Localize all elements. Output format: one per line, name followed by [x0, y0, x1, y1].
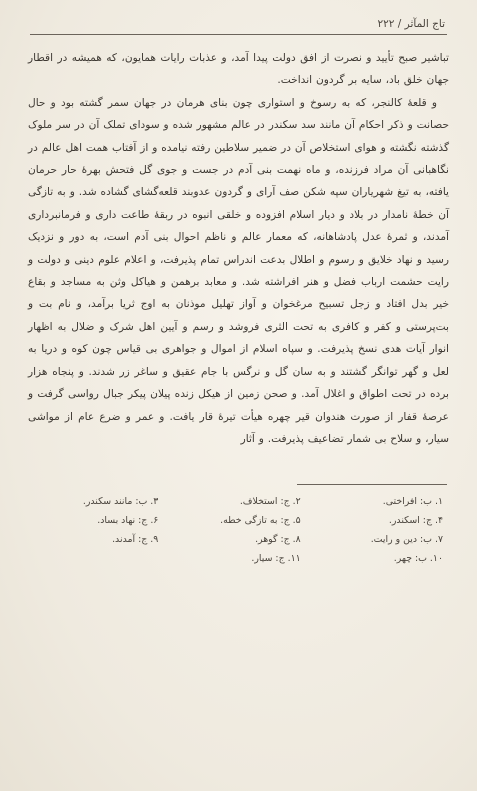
body-text: [28, 47, 449, 450]
footnote: ۸. ج: گوهر.: [255, 534, 301, 546]
footnote: ۵. ج: به تازگی خطه.: [220, 515, 301, 527]
paragraph: تباشیر صبح تأیید و نصرت از افق دولت پیدا آمد، و عذبات رایات همایون، که همیشه در اقطار جهان خلق باد، سایه بر گردون انداخت.: [28, 52, 449, 87]
footnote: ۱. ب: افراختی.: [382, 496, 443, 508]
footnote-rule: [297, 484, 447, 485]
running-head: [28, 18, 449, 34]
footnote: ۳. ب: مانند سکندر.: [82, 496, 159, 508]
footnote: ۴. ج: اسکندر.: [388, 515, 443, 527]
footnote: ۲. ج: استخلاف.: [239, 496, 301, 508]
footnote: ۶. ج: نهاد بساد.: [97, 515, 159, 527]
paragraph: و قلعهٔ کالنجر، که به رسوخ و استواری چون بنای هرمان در جهان سمر گشته بود و حال حصانت و ذکر احکام آن مانند سد سکندر در عالم مشهور شده و سودای تملک آن در سر ملوک گذشته نگشته و هوای استخلاص آن در ضمیر سلاطین رفته نیامده و از آفتاب همت اهل عالم در نگاهبانی آن مراد فرزنده، و ماه نهمت بنی آدم در جست و جوی گل فتحش بهرهٔ حار حرمان یافته، به تیغ شهریاران سپه شکن صف آرای و گردون عدوبند قلعه‌گشای گشاده شد. و به تازگی آن خطهٔ نامدار در بلاد و دیار اسلام افزوده و خلقی انبوه در ربقهٔ طاعت داری و فرمانبرداری آمدند، و ثمرهٔ عدل پادشاهانه، که معمار عالم و ناظم احوال بنی آدم است، به دور و نزدیک رسید و نهاد خلایق و رسوم و اطلال بدعت اندراس تمام پذیرفت، و اعلام علوم دینی و دولت و رایت حشمت ارباب فضل و هنر افراشته شد. و معابد برهمن و هیاکل وثن به مساجد و بقاع خیر بدل افتاد و زجل تسبیح مرغخوان و آواز تهلیل موذنان به اوج ثریا برآمد، و نام بت و بت‌پرستی و کفر و کافری به تحت الثری فروشد و رسم و آیین اهل شرک و ضلال به اظهار انوار آیات هدی نسخ پذیرفت. و سپاه اسلام از اموال و جواهری بی قیاس چون کوه و دریا به لعل و گهر توانگر گشتند و به سان گل و نرگس با جام عقیق و ساغر زر شدند. و پنجاه هزار برده در تحت اطواق و اغلال آمد. و صحن زمین از هیکل زنده پیلان پیکر جبال رواسی گرفت و عرصهٔ قفار از صورت هندوان قیر چهره هیأت تیرهٔ قار یافت. و عمر و ضرع عام از مواشی سیار، و سلاح بی شمار تضاعیف پذیرفت. و آثار: [28, 96, 449, 445]
footnotes: [28, 495, 449, 566]
footnote: ۹. ج: آمدند.: [112, 534, 159, 546]
header-rule: [30, 34, 447, 35]
footnote: ۱۱. ج: سیار.: [251, 553, 301, 565]
footnote: ۱۰. ب: چهر.: [393, 553, 443, 565]
running-head-title: تاج المآثر / ۲۲۲: [377, 18, 445, 30]
footnote: ۷. ب: دین و رایت.: [370, 534, 443, 546]
